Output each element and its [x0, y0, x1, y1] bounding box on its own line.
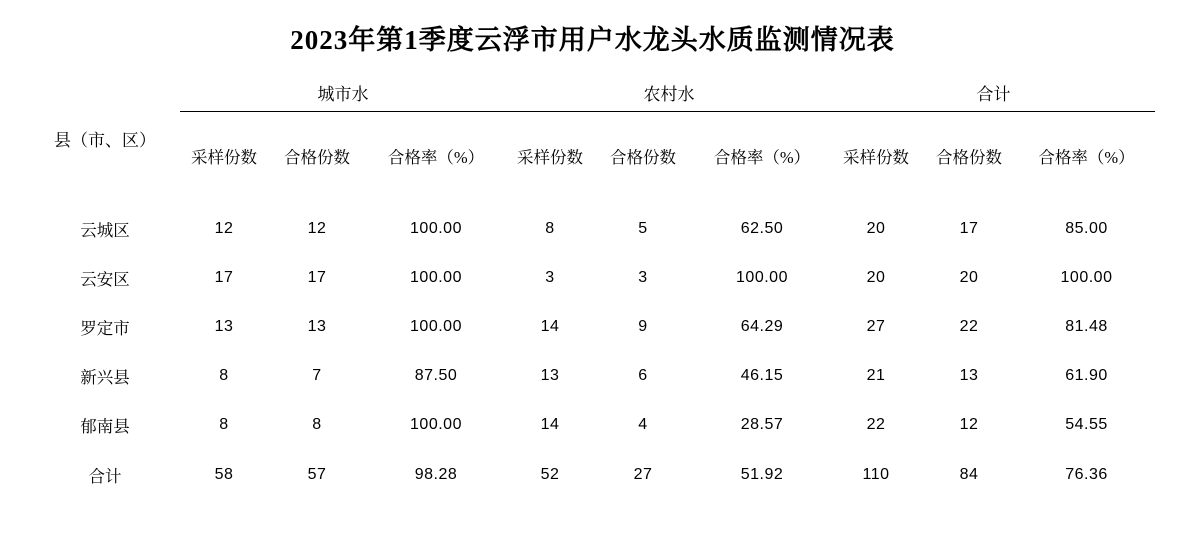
cell-total-samples: 27	[866, 317, 886, 335]
cell-total-samples: 20	[866, 268, 886, 286]
group-header-city: 城市水	[180, 73, 506, 112]
cell-rural-qualified: 5	[638, 219, 648, 237]
table-row	[30, 351, 1155, 400]
water-quality-table	[30, 73, 1155, 501]
cell-total-rate: 85.00	[1065, 219, 1108, 237]
cell-city-samples: 12	[214, 219, 234, 237]
table-row	[30, 302, 1155, 351]
column-header-row	[30, 112, 1155, 205]
cell-city-rate: 100.00	[410, 268, 462, 286]
cell-rural-rate: 64.29	[740, 317, 784, 335]
cell-total-qualified: 12	[959, 415, 979, 433]
row-county: 云安区	[80, 269, 130, 289]
header-city-rate: 合格率（%）	[387, 148, 485, 167]
cell-rural-samples: 14	[540, 317, 560, 335]
cell-total-rate: 76.36	[1065, 466, 1108, 483]
table-total-row	[30, 449, 1155, 501]
cell-city-rate: 100.00	[410, 317, 462, 335]
group-header-row	[30, 73, 1155, 112]
cell-city-samples: 8	[219, 366, 229, 384]
row-county: 云城区	[80, 220, 130, 240]
cell-rural-rate: 28.57	[740, 415, 784, 433]
cell-total-rate: 61.90	[1065, 366, 1108, 384]
cell-city-samples: 13	[214, 317, 234, 335]
header-total-samples: 采样份数	[843, 148, 909, 167]
table-row	[30, 400, 1155, 449]
cell-total-samples: 20	[866, 219, 886, 237]
header-county: 县（市、区）	[54, 131, 156, 150]
cell-rural-samples: 8	[545, 219, 555, 237]
cell-city-qualified: 7	[312, 366, 322, 384]
cell-total-rate: 54.55	[1065, 415, 1108, 433]
cell-city-rate: 100.00	[410, 219, 462, 237]
cell-total-samples: 21	[866, 366, 886, 384]
cell-city-samples: 17	[214, 268, 234, 286]
row-county: 合计	[88, 467, 122, 486]
cell-rural-rate: 46.15	[740, 366, 784, 384]
cell-city-samples: 8	[219, 415, 229, 433]
cell-total-qualified: 84	[959, 466, 979, 483]
cell-rural-rate: 100.00	[736, 268, 788, 286]
cell-rural-rate: 62.50	[740, 219, 784, 237]
cell-total-qualified: 22	[959, 317, 979, 335]
table-row	[30, 253, 1155, 302]
table-row	[30, 204, 1155, 253]
group-header-rural: 农村水	[506, 73, 832, 112]
cell-rural-samples: 13	[540, 366, 560, 384]
cell-city-rate: 98.28	[414, 466, 458, 483]
cell-city-qualified: 12	[307, 219, 327, 237]
cell-rural-samples: 14	[540, 415, 560, 433]
cell-total-qualified: 13	[959, 366, 979, 384]
cell-city-rate: 100.00	[410, 415, 462, 433]
header-total-qualified: 合格份数	[936, 148, 1002, 167]
page-title: 2023年第1季度云浮市用户水龙头水质监测情况表	[290, 25, 895, 55]
header-city-qualified: 合格份数	[284, 148, 350, 167]
cell-rural-samples: 52	[540, 466, 560, 483]
header-rural-qualified: 合格份数	[610, 148, 676, 167]
cell-total-rate: 81.48	[1065, 317, 1108, 335]
header-rural-rate: 合格率（%）	[713, 148, 811, 167]
cell-city-rate: 87.50	[414, 366, 458, 384]
cell-rural-qualified: 6	[638, 366, 648, 384]
cell-total-rate: 100.00	[1060, 268, 1113, 286]
header-total-rate: 合格率（%）	[1038, 148, 1135, 167]
row-county: 新兴县	[80, 367, 130, 387]
cell-rural-qualified: 27	[633, 466, 653, 483]
cell-rural-qualified: 9	[638, 317, 648, 335]
header-city-samples: 采样份数	[191, 148, 257, 167]
cell-total-qualified: 20	[959, 268, 979, 286]
header-rural-samples: 采样份数	[517, 148, 583, 167]
cell-city-qualified: 17	[307, 268, 327, 286]
cell-city-qualified: 57	[307, 466, 327, 483]
cell-total-samples: 22	[866, 415, 886, 433]
cell-total-samples: 110	[862, 466, 890, 483]
cell-rural-rate: 51.92	[740, 466, 784, 483]
cell-city-qualified: 8	[312, 415, 322, 433]
cell-rural-qualified: 3	[638, 268, 648, 286]
cell-rural-qualified: 4	[638, 415, 648, 433]
cell-city-samples: 58	[214, 466, 234, 483]
group-header-total: 合计	[832, 73, 1155, 112]
cell-total-qualified: 17	[959, 219, 979, 237]
row-county: 郁南县	[80, 416, 130, 436]
cell-rural-samples: 3	[545, 268, 555, 286]
row-county: 罗定市	[80, 318, 130, 338]
cell-city-qualified: 13	[307, 317, 327, 335]
